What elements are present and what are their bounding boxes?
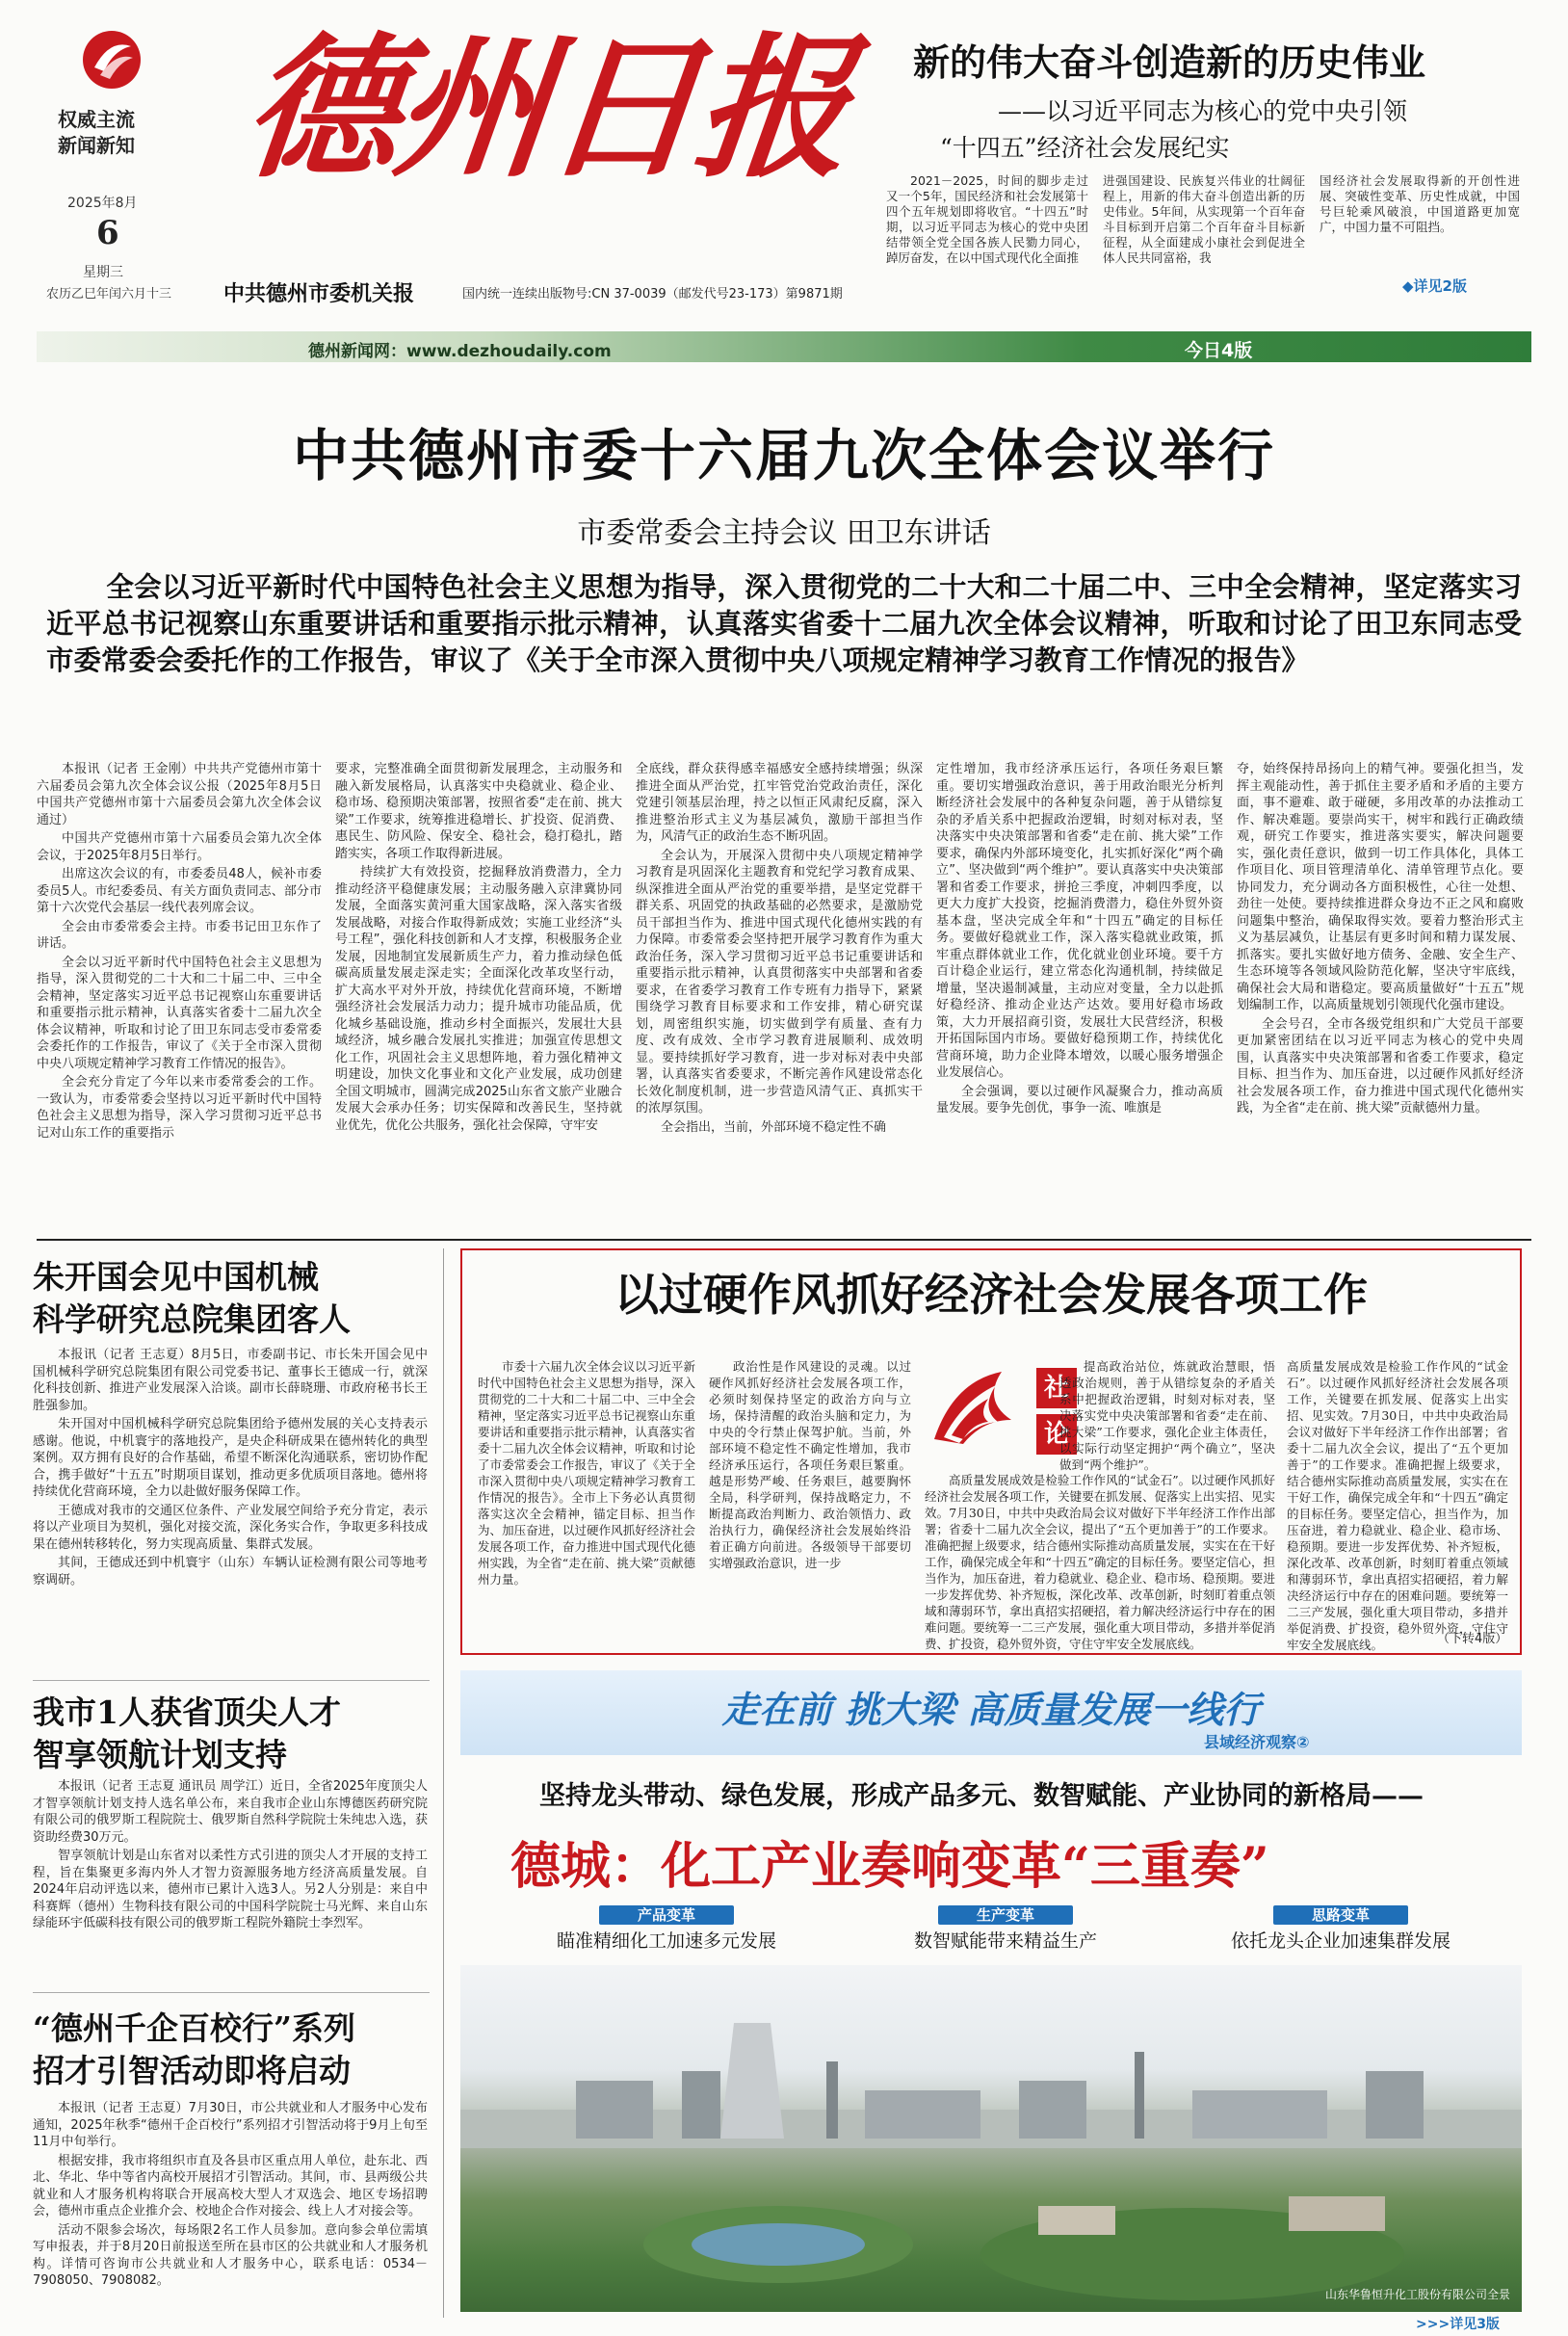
left-column-divider: [443, 1248, 444, 2318]
website-link[interactable]: 德州新闻网：www.dezhoudaily.com: [308, 342, 612, 361]
slogan-line-1: 权威主流: [58, 108, 135, 131]
commentary-col-2: 政治性是作风建设的灵魂。以过硬作风抓好经济社会发展各项工作，必须时刻保持坚定的政治方向与立场，保持清醒的政治头脑和定力，为中央的令行禁止保驾护航。当前，外部环境不稳定性不确定性增加，我市经济承压运行，各项任务艰巨繁重。越是形势严峻、任务艰巨，越要胸怀全局，科学研判，保持战略定力，不断提高政治判断力、政治领悟力、政治执行力，确保经济社会发展始终沿着正确方向前进。各级领导干部要切实增强政治意识，进一步: [709, 1359, 911, 1570]
feature-tag-3-sub: 依托龙头企业加速集群发展: [1230, 1930, 1450, 1952]
top-story-col-2: 进强国建设、民族复兴伟业的壮阔征程上，用新的伟大奋斗创造出新的历史伟业。5年间，从实现第一个百年奋斗目标到开启第二个百年奋斗目标新征程，从全面建成小康社会到促进全体人民共同富裕，我: [1103, 173, 1305, 265]
lead-summary: 全会以习近平新时代中国特色社会主义思想为指导，深入贯彻党的二十大和二十届二中、三中全会精神，坚定落实习近平总书记视察山东重要讲话和重要指示批示精神，认真落实省委十二届九次全体会议精神，听取和讨论了田卫东同志受市委常委会委托作的工作报告，审议了《关于全市深入贯彻中央八项规定精神学习教育工作情况的报告》: [46, 570, 1522, 676]
publication-number: 国内统一连续出版物号:CN 37-0039（邮发代号23-173）第9871期: [462, 287, 843, 302]
news-2-title-line-2: 智享领航计划支持: [33, 1736, 287, 1773]
news-divider-2: [33, 1992, 430, 1993]
feature-tag-3: 思路变革: [1273, 1905, 1408, 1925]
feature-series-label: 县域经济观察②: [1204, 1733, 1310, 1751]
top-story-see-more-link[interactable]: ◆详见2版: [1402, 277, 1467, 295]
commentary-col-1: 市委十六届九次全体会议以习近平新时代中国特色社会主义思想为指导，深入贯彻党的二十大和二十届二中、三中全会精神，坚定落实习近平总书记视察山东重要讲话和重要指示批示精神，认真落实省委十二届九次全体会议精神，听取和讨论了市委常委会工作报告，审议了《关于全市深入贯彻中央八项规定精神学习教育工作情况的报告》。全市上下务必认真贯彻落实这次全会精神，锚定目标、担当作为、加压奋进，以过硬作风抓好经济社会发展各项工作，奋力推进中国式现代化德州实践，为全省“走在前、挑大梁”贡献德州力量。: [478, 1359, 695, 1587]
news-divider-1: [33, 1680, 430, 1681]
news-2-title-line-1: 我市1人获省顶尖人才: [33, 1693, 341, 1731]
pages-today: 今日4版: [1185, 340, 1253, 361]
feature-tag-2-sub: 数智赋能带来精益生产: [913, 1930, 1097, 1952]
feature-photo-caption: 山东华鲁恒升化工股份有限公司全景: [1324, 2288, 1510, 2301]
feature-kicker: 坚持龙头带动、绿色发展，形成产品多元、数智赋能、产业协同的新格局——: [539, 1781, 1424, 1811]
commentary-label-1: 社: [1036, 1368, 1077, 1408]
lead-body-col-2: 要求，完整准确全面贯彻新发展理念，主动服务和融入新发展格局，认真落实中央稳就业、稳企业、稳市场、稳预期决策部署，按照省委“走在前、挑大梁”工作要求，统筹推进稳增长、扩投资、促消费、惠民生、防风险、保安全、稳社会，稳打稳扎，踏踏实实，各项工作取得新进展。 持续扩大有效投资，挖掘释放消费潜力，全力推动经济平稳健康发展；主动服务融入京津冀协同发展，全面落实黄河重大国家战略，深入落实省级发展战略，对接合作取得新成效；实施工业经济“头号工程”，强化科技创新和人才支撑，积极服务企业发展，因地制宜发展新质生产力，着力推动绿色低碳高质量发展走深走实；全面深化改革攻坚行动，扩大高水平对外开放，持续优化营商环境，不断增强经济社会发展活力动力；提升城市功能品质，优化城乡基础设施，推动乡村全面振兴，发展壮大县域经济，城乡融合发展扎实推进；加强宣传思想文化工作，巩固社会主义思想阵地，着力强化精神文明建设，加快文化事业和文化产业发展，成功创建全国文明城市，圆满完成2025山东省文旅产业融合发展大会承办任务；切实保障和改善民生，坚持就业优先，优化公共服务，强化社会保障，守牢安: [335, 762, 622, 1133]
lead-subhead: 市委常委会主持会议 田卫东讲话: [577, 516, 991, 550]
sponsor-line: 中共德州市委机关报: [223, 281, 415, 306]
factory-illustration: [460, 1965, 1522, 2312]
feature-tag-1-sub: 瞄准精细化工加速多元发展: [556, 1930, 776, 1952]
red-swirl-logo-icon: [81, 29, 143, 91]
news-1-body: 本报讯（记者 王志夏）8月5日，市委副书记、市长朱开国会见中国机械科学研究总院集团有限公司党委书记、董事长王德成一行，就深化科技创新、推进产业发展深入洽谈。副市长薛晓珊、市政府秘书长王胜强参加。 朱开国对中国机械科学研究总院集团给予德州发展的关心支持表示感谢。他说，中机寰宇的落地投产，是央企科研成果在德州转化的典型案例。双方拥有良好的合作基础，希望不断深化沟通联系，密切协作配合，携手做好“十五五”时期项目谋划，推动更多优质项目落地。德州将持续优化营商环境，全力以赴做好服务保障工作。 王德成对我市的交通区位条件、产业发展空间给予充分肯定，表示将以产业项目为契机，强化对接交流，深化务实合作，争取更多科技成果在德州转移转化，努力实现高质量、集群式发展。 其间，王德成还到中机寰宇（山东）车辆认证检测有限公司等地考察调研。: [33, 1348, 428, 1588]
lead-headline: 中共德州市委十六届九次全体会议举行: [292, 423, 1275, 488]
top-story-subhead-1: ——以习近平同志为核心的党中央引领: [998, 97, 1408, 125]
lunar-date: 农历乙巳年闰六月十三: [46, 287, 172, 302]
news-1-title-line-1: 朱开国会见中国机械: [33, 1258, 319, 1296]
feature-tag-1: 产品变革: [599, 1905, 734, 1925]
slogan-line-2: 新闻新知: [58, 134, 135, 157]
newspaper-title: 德州日报: [236, 17, 856, 198]
commentary-col-4: 高质量发展成效是检验工作作风的“试金石”。以过硬作风抓好经济社会发展各项工作，关键要在抓发展、促落实上出实招、见实效。7月30日，中共中央政治局会议对做好下半年经济工作作出部署；省委十二届九次全会议，提出了“五个更加善于”的工作要求。准确把握上级要求，结合德州实际推动高质量发展，实实在在干好工作，确保完成全年和“十四五”确定的目标任务。要坚定信心，担当作为，加压奋进，着力稳就业、稳企业、稳市场、稳预期。要进一步发挥优势、补齐短板，深化改革、改革创新，时刻盯着重点领域和薄弱环节，拿出真招实招硬招，着力解决经济运行中存在的困难问题。要统筹一二三产发展，强化重大项目带动，多措并举促消费、扩投资，稳外贸外资，守住守牢安全发展底线。: [1287, 1359, 1508, 1652]
news-2-body: 本报讯（记者 王志夏 通讯员 周学江）近日，全省2025年度顶尖人才智享领航计划支持人选名单公布，来自我市企业山东博德医药研究院有限公司的俄罗斯工程院院士、俄罗斯自然科学院院士朱纯忠入选，获资助经费30万元。 智享领航计划是山东省对以柔性方式引进的顶尖人才开展的支持工程，旨在集聚更多海内外人才智力资源服务地方经济高质量发展。自2024年启动评选以来，德州市已累计入选3人。另2人分别是：来自中科赛辉（德州）生物科技有限公司的中国科学院院士马光辉、来自山东绿能环宇低碳科技有限公司的俄罗斯工程院外籍院士李烈军。: [33, 1779, 428, 1930]
commentary-label-2: 论: [1036, 1414, 1077, 1455]
news-3-title-line-1: “德州千企百校行”系列: [33, 2009, 355, 2047]
top-story-subhead-2: “十四五”经济社会发展纪实: [940, 134, 1230, 162]
lead-body-col-5: 夺，始终保持昂扬向上的精气神。要强化担当，发挥主观能动性，善于抓住主要矛盾和矛盾的主要方面，事不避难、敢于碰硬，多用改革的办法推动工作、解决难题。要崇尚实干，树牢和践行正确政绩观，研究工作要实，推进落实要实，解决问题要实，强化责任意识，做到一切工作具体化，具体工作项目化、项目管理清单化、清单管理节点化。要协同发力，充分调动各方面积极性，心往一处想、劲往一处使。要持续推进群众身边不正之风和腐败问题集中整治，确保取得实效。要着力整治形式主义为基层减负，让基层有更多时间和精力谋发展、抓落实。要扎实做好地方债务、金融、安全生产、生态环境等各领域风险防范化解，坚决守牢底线，确保社会大局和谐稳定。要高质量做好“十五五”规划编制工作，以高质量规划引领现代化强市建设。 全会号召，全市各级党组织和广大党员干部要更加紧密团结在以习近平同志为核心的党中央周围，认真落实中央决策部署和省委工作要求，稳定目标、担当作为、加压奋进，以过硬作风抓好经济社会发展各项工作，奋力推进中国式现代化德州实践，为全省“走在前、挑大梁”贡献德州力量。: [1237, 762, 1524, 1116]
date-day: 6: [96, 214, 119, 252]
top-story-headline: 新的伟大奋斗创造新的历史伟业: [913, 40, 1426, 84]
weekday: 星期三: [83, 265, 123, 280]
commentary-col-3b: 高质量发展成效是检验工作作风的“试金石”。以过硬作风抓好经济社会发展各项工作，关键要在抓发展、促落实上出实招、见实效。7月30日，中共中央政治局会议对做好下半年经济工作作出部署；省委十二届九次全会议，提出了“五个更加善于”的工作要求。准确把握上级要求，结合德州实际推动高质量发展，实实在在干好工作，确保完成全年和“十四五”确定的目标任务。要坚定信心，担当作为，加压奋进，着力稳就业、稳企业、稳市场、稳预期。要进一步发挥优势、补齐短板，深化改革、改革创新，时刻盯着重点领域和薄弱环节，拿出真招实招硬招，着力解决经济运行中存在的困难问题。要统筹一二三产发展，强化重大项目带动，多措并举促消费、扩投资，稳外贸外资，守住守牢安全发展底线。: [925, 1473, 1275, 1651]
news-3-body: 本报讯（记者 王志夏）7月30日，市公共就业和人才服务中心发布通知，2025年秋季“德州千企百校行”系列招才引智活动将于9月上旬至11月中旬举行。 根据安排，我市将组织市直及各县市区重点用人单位，赴东北、西北、华北、华中等省内高校开展招才引智活动。其间，市、县两级公共就业和人才服务机构将联合开展高校大型人才双选会、地区专场招聘会，德州市重点企业推介会、校地企合作对接会、线上人才对接会等。 活动不限参会场次，每场限2名工作人员参加。意向参会单位需填写申报表，并于8月20日前报送至所在县市区的公共就业和人才服务机构。详情可咨询市公共就业和人才服务中心，联系电话：0534－7908050、7908082。: [33, 2101, 428, 2288]
lead-body-col-1: 本报讯（记者 王金刚）中共共产党德州市第十六届委员会第九次全体会议公报（2025年8月5日中国共产党德州市第十六届委员会第九次全体会议通过） 中国共产党德州市第十六届委员会第九次全体会议，于2025年8月5日举行。 出席这次会议的有，市委委员48人，候补市委委员5人。市纪委委员、有关方面负责同志、部分市第十六次党代会基层一线代表列席会议。 全会由市委常委会主持。市委书记田卫东作了讲话。 全会以习近平新时代中国特色社会主义思想为指导，深入贯彻党的二十大和二十届二中、三中全会精神，坚定落实习近平总书记视察山东重要讲话和重要指示批示精神，认真落实省委十二届九次全体会议精神，听取和讨论了田卫东同志受市委常委会委托作的工作报告，审议了《关于全市深入贯彻中央八项规定精神学习教育工作情况的报告》。 全会充分肯定了今年以来市委常委会的工作。一致认为，市委常委会坚持以习近平新时代中国特色社会主义思想为指导，深入学习贯彻习近平总书记对山东工作的重要指示: [37, 762, 322, 1141]
commentary-continued: （下转4版）: [1437, 1632, 1508, 1646]
commentary-headline: 以过硬作风抓好经济社会发展各项工作: [614, 1269, 1368, 1321]
masthead: [0, 0, 1568, 366]
commentary-col-3: 提高政治站位，炼就政治慧眼，悟透政治规则，善于从错综复杂的矛盾关系中把握政治逻辑，时刻对标对表，坚决落实党中央决策部署和省委“走在前、挑大梁”工作要求，强化企业主体责任，以实际行动坚定拥护“两个确立”，坚决做到“两个维护”。: [1059, 1359, 1275, 1472]
website-band: [37, 331, 1531, 362]
top-story-col-1: 2021－2025，时间的脚步走过又一个5年，国民经济和社会发展第十四个五年规划即将收官。“十四五”时期，以习近平同志为核心的党中央团结带领全党全国各族人民勠力同心，踔厉奋发，在以中国式现代化全面推: [886, 173, 1088, 265]
date-year-month: 2025年8月: [67, 196, 138, 211]
news-1-title-line-2: 科学研究总院集团客人: [33, 1300, 351, 1338]
lead-body-col-3: 全底线，群众获得感幸福感安全感持续增强；纵深推进全面从严治党，扛牢管党治党政治责任，深化党建引领基层治理，持之以恒正风肃纪反腐，深入推进整治形式主义为基层减负，激励干部担当作为，风清气正的政治生态不断巩固。 全会认为，开展深入贯彻中央八项规定精神学习教育是巩固深化主题教育和党纪学习教育成果、纵深推进全面从严治党的重要举措，是坚定党群干群关系、巩固党的执政基础的必然要求，是激励党员干部担当作为、推进中国式现代化德州实践的有力保障。市委常委会坚持把开展学习教育作为重大政治任务，深入学习贯彻习近平总书记重要讲话和重要指示批示精神，认真贯彻落实中央部署和省委要求，在省委学习教育工作专班有力指导下，紧紧围绕学习教育目标要求和工作安排，精心研究谋划，周密组织实施，切实做到学有质量、查有力度、改有成效、全市学习教育进展顺利、成效明显。要持续抓好学习教育，进一步对标对表中央部署，认真落实省委要求，不断完善作风建设常态化长效化制度机制，进一步营造风清气正、真抓实干的浓厚氛围。 全会指出，当前，外部环境不稳定性不确: [636, 762, 923, 1135]
news-3-title-line-2: 招才引智活动即将启动: [33, 2052, 351, 2089]
top-story-col-3: 国经济社会发展取得新的开创性进展、突破性变革、历史性成就，中国号巨轮乘风破浪，中国道路更加宽广，中国力量不可阻挡。: [1320, 173, 1520, 234]
red-flag-logo-icon: [925, 1362, 1031, 1458]
feature-see-more-link[interactable]: >>>详见3版: [1416, 2317, 1500, 2332]
feature-headline: 德城：化工产业奏响变革“三重奏”: [510, 1837, 1269, 1896]
section-divider: [37, 1239, 1531, 1241]
feature-banner-title: 走在前 挑大梁 高质量发展一线行: [721, 1688, 1261, 1731]
feature-tag-2: 生产变革: [938, 1905, 1073, 1925]
lead-body-col-4: 定性增加，我市经济承压运行，各项任务艰巨繁重。要切实增强政治意识，善于用政治眼光分析判断经济社会发展中的各种复杂问题，善于从错综复杂的矛盾关系中把握政治逻辑，时刻对标对表，坚决落实中央决策部署和省委“走在前、挑大梁”工作要求，确保内外部环境变化，扎实抓好深化“两个确立”、坚决做到“两个维护”。要认真落实中央决策部署和省委工作要求，拼抢三季度，冲刺四季度，以更大力度扩大投资，挖掘消费潜力，稳住外贸外资基本盘，坚决完成全年和“十四五”确定的目标任务。要做好稳就业工作，深入落实稳就业政策，抓牢重点群体就业工作，优化就业创业环境。要千方百计稳企业运行，建立常态化沟通机制，持续做足增量，坚决遏制减量，主动应对变量，全力以赴抓好稳经济、推动企业达产达效。要用好稳市场政策，大力开展招商引资，发展壮大民营经济，积极开拓国际国内市场。要做好稳预期工作，持续优化营商环境，助力企业降本增效，以暖心服务增强企业发展信心。 全会强调，要以过硬作风凝聚合力，推动高质量发展。要争先创优，事争一流、唯旗是: [936, 762, 1223, 1116]
feature-photo: [460, 1965, 1522, 2312]
